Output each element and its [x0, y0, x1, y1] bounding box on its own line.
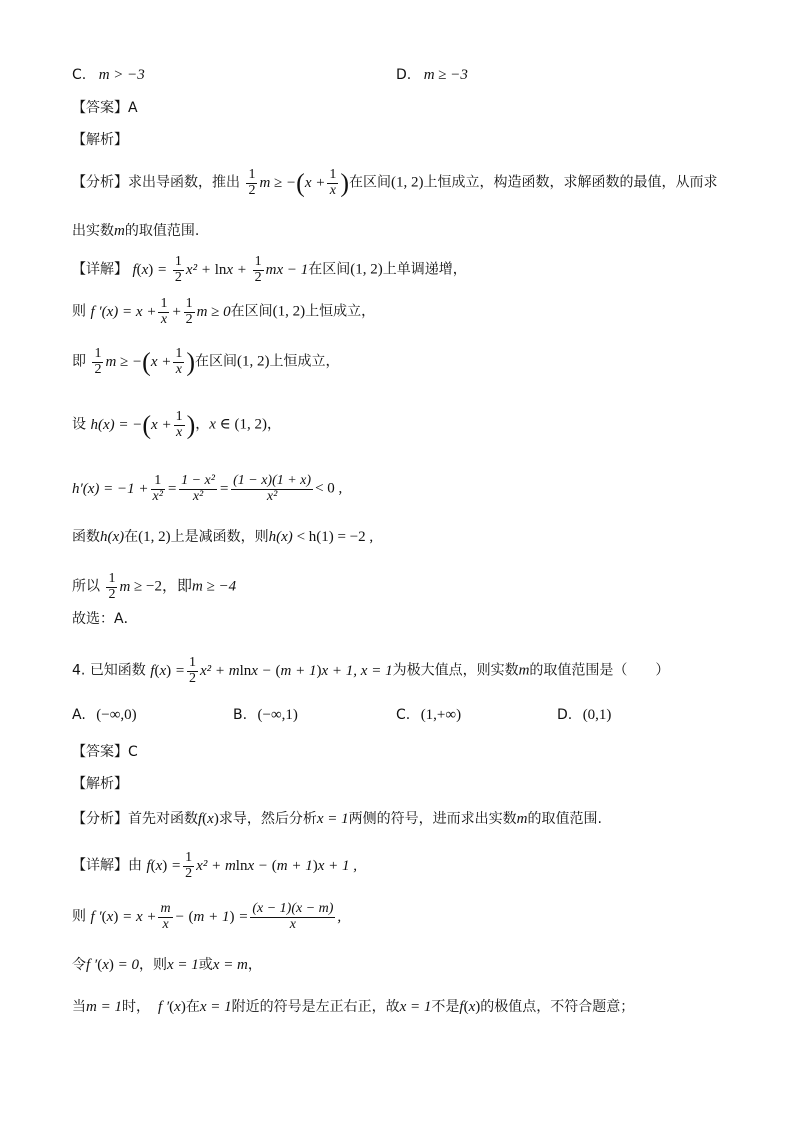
text: 首先对函数	[128, 811, 198, 827]
answer-tag: 【答案】	[72, 744, 128, 760]
text: 则	[72, 908, 86, 925]
text: 时，	[121, 999, 150, 1015]
q3-option-c	[72, 68, 145, 83]
q4-stem: 4. 已知函数 f(x) = $\frac{1}{2}$ x² + mlnx − (m + 1)x + 1, x = 1为极大值点，则实数m的取值范围是（ ）	[72, 655, 670, 686]
option-value: m ≥ −3	[423, 67, 468, 83]
text: 令	[72, 957, 86, 973]
q3-hprime-line: h′(x) = −1 + $\frac{1}{\text{x²}}$ = $\frac{\text{1 − x²}}{\text{x²}}$ = $\frac{(1 - x)(1 + x)}{\text{x²}}$ < 0 ,	[72, 473, 343, 504]
text: ≥ −2，即	[134, 578, 192, 595]
fenxi-tag: 【分析】	[72, 174, 128, 191]
q3-analysis-tag: 【解析】	[72, 132, 128, 148]
text: 不是	[431, 999, 460, 1015]
option-value: (1,+∞)	[420, 707, 462, 723]
q4-option-a	[72, 708, 137, 723]
q4-fenxi-line: 【分析】首先对函数f(x)求导，然后分析x = 1两侧的符号，进而求出实数m的取值范围.	[72, 811, 602, 827]
text: 在区间	[308, 261, 351, 278]
text: 为极大值点，则实数	[392, 662, 519, 679]
text: 附近的符号是左正右正，故	[231, 999, 400, 1015]
q4-dang-line: 当m = 1时， f ′(x)在x = 1附近的符号是左正右正，故x = 1不是f(x)的极值点，不符合题意；	[72, 999, 635, 1015]
q4-xiangjie-line: 【详解】由 f(x) = $\frac{1}{2}$ x² + mlnx − (m + 1)x + 1 ,	[72, 850, 357, 881]
text: 上单调递增，	[382, 261, 467, 278]
text: 则	[72, 303, 86, 320]
q3-decreasing-line: 函数h(x)在(1, 2)上是减函数，则h(x) < h(1) = −2 ,	[72, 529, 374, 545]
text: 求出导函数，推出	[128, 174, 240, 191]
text: 在区间	[230, 303, 273, 320]
text: < 0 ,	[315, 480, 343, 497]
text: < h(1) = −2 ,	[296, 529, 374, 545]
answer-tag: 【答案】	[72, 100, 128, 116]
option-label: A.	[72, 707, 86, 723]
text: 求导，然后分析	[218, 811, 317, 827]
option-value: (−∞,0)	[96, 707, 137, 723]
text: 上恒成立，	[269, 353, 340, 370]
text: 出实数	[72, 223, 114, 239]
text: 在	[185, 999, 200, 1015]
q4-option-c	[396, 708, 461, 723]
q3-ji-line: 即 $\frac{1}{2}$ m ≥ −(x + $\frac{1}{x}$ )在区间(1, 2)上恒成立，	[72, 346, 340, 377]
q4-option-b	[233, 708, 298, 723]
text: ，则	[139, 957, 167, 973]
q3-xiangjie-line: 【详解】 f(x) = $\frac{1}{2}$ x² + lnx + $\frac{1}{2}$ mx − 1在区间(1, 2)上单调递增，	[72, 254, 467, 285]
q3-she-line: 设 h(x) = −(x + $\frac{1}{x}$ )，x ∈ (1, 2)，	[72, 409, 281, 440]
text: 在区间	[349, 174, 392, 191]
question-number: 4.	[72, 662, 86, 679]
text: 当	[72, 999, 86, 1015]
option-label: C.	[72, 67, 87, 83]
fenxi-tag: 【分析】	[72, 811, 128, 827]
text: 的取值范围是（ ）	[529, 662, 670, 679]
text: 的取值范围.	[124, 223, 200, 239]
q4-analysis-tag: 【解析】	[72, 776, 128, 792]
q3-derivative-line: 则 f ′(x) = x + $\frac{1}{x}$ + $\frac{1}{2}$ m ≥ 0在区间(1, 2)上恒成立，	[72, 296, 376, 327]
q3-fenxi-line: 【分析】求出导函数，推出 $\frac{1}{2}$ m ≥ −(x + $\frac{1}{x}$ )在区间(1, 2)上恒成立，构造函数，求解函数的最值，从而求	[72, 167, 718, 198]
answer-value: A	[128, 100, 138, 116]
q4-ling-line: 令f ′(x) = 0，则x = 1或x = m，	[72, 957, 262, 973]
text: 所以	[72, 578, 100, 595]
text: 即	[72, 353, 86, 370]
option-label: D.	[557, 707, 573, 723]
option-label: D.	[396, 67, 412, 83]
text: 的极值点，不符合题意；	[480, 999, 635, 1015]
text: 上是减函数，则	[170, 529, 269, 545]
text: 或	[198, 957, 213, 973]
interval: (1, 2)	[391, 174, 424, 191]
text: 的取值范围.	[527, 811, 602, 827]
text: m ≥ −4	[192, 578, 237, 595]
q3-answer-line	[72, 101, 138, 115]
xiangjie-tag: 【详解】	[72, 857, 128, 874]
text: 函数	[72, 529, 100, 545]
q3-option-d	[396, 68, 468, 83]
option-value: m > −3	[98, 67, 145, 83]
option-value: (−∞,1)	[257, 707, 298, 723]
text: 在	[124, 529, 139, 545]
q4-derivative-line: 则 f ′(x) = x + $\frac{m}{x}$ − (m + 1) = $\frac{(x - 1)(x - m)}{x}$ ,	[72, 901, 342, 932]
text: 上恒成立，	[305, 303, 376, 320]
q3-suoyi-line: 所以 $\frac{1}{2}$ m ≥ −2，即m ≥ −4	[72, 571, 237, 602]
text: 两侧的符号，进而求出实数	[348, 811, 517, 827]
option-label: C.	[396, 707, 411, 723]
text: 已知函数	[89, 662, 146, 679]
text: 由	[128, 857, 142, 874]
xiangjie-tag: 【详解】	[72, 261, 128, 278]
text: 设	[72, 416, 86, 433]
option-label: B.	[233, 707, 248, 723]
q3-fenxi-line2: 出实数m的取值范围.	[72, 223, 200, 239]
q4-answer-line	[72, 745, 138, 759]
answer-value: C	[128, 744, 138, 760]
option-value: (0,1)	[582, 707, 612, 723]
text: 上恒成立，构造函数，求解函数的最值，从而求	[423, 174, 718, 191]
q4-option-d	[557, 708, 611, 723]
q3-guxuan: 故选：A．	[72, 611, 138, 627]
